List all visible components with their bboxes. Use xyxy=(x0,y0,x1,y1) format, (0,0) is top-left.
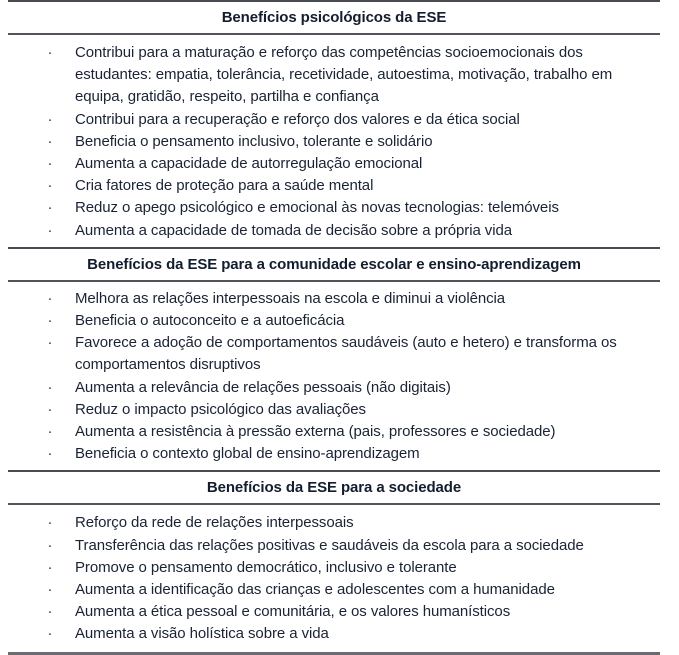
bullet-dot-icon: · xyxy=(47,378,53,396)
list-item xyxy=(8,557,660,579)
benefit-list-society xyxy=(8,505,660,651)
list-item-text: Melhora as relações interpessoais na escola e diminui a violência xyxy=(75,289,506,307)
list-item xyxy=(8,310,660,332)
bullet-dot-icon: · xyxy=(47,536,53,554)
bullet-dot-icon: · xyxy=(47,514,53,532)
list-item-text: Favorece a adoção de comportamentos saudáveis (auto e hetero) e transforma os comportamentos disruptivos xyxy=(75,334,617,374)
list-item-text: Contribui para a maturação e reforço das competências socioemocionais dos estudantes: empatia, tolerância, recetividade, autoestima, motivação, trabalho em equipa, gratidão, respeito, partilha e confiança xyxy=(75,44,613,106)
list-item xyxy=(8,42,660,109)
list-item xyxy=(8,399,660,421)
list-item-text: Aumenta a capacidade de tomada de decisão sobre a própria vida xyxy=(75,221,512,239)
list-item-text: Aumenta a resistência à pressão externa (pais, professores e sociedade) xyxy=(75,423,556,441)
section-header-psychological: Benefícios psicológicos da ESE xyxy=(221,9,447,26)
bullet-dot-icon: · xyxy=(47,312,53,330)
section-header-society: Benefícios da ESE para a sociedade xyxy=(206,479,462,497)
list-item xyxy=(8,220,660,242)
bullet-dot-icon: · xyxy=(47,132,53,150)
list-item-text: Aumenta a visão holística sobre a vida xyxy=(75,625,329,643)
list-item-text: Beneficia o autoconceito e a autoeficácia xyxy=(75,312,345,330)
bullet-dot-icon: · xyxy=(47,603,53,621)
list-item-text: Reforço da rede de relações interpessoais xyxy=(75,514,354,532)
list-item xyxy=(8,377,660,399)
bullet-dot-icon: · xyxy=(47,289,53,307)
bullet-dot-icon: · xyxy=(47,221,53,239)
bullet-dot-icon: · xyxy=(47,445,53,463)
list-item-text: Beneficia o pensamento inclusivo, tolerante e solidário xyxy=(75,132,433,150)
section-school-community-benefits xyxy=(8,247,660,471)
benefit-list-school-community xyxy=(8,282,660,471)
list-item xyxy=(8,288,660,310)
list-item-text: Reduz o apego psicológico e emocional às novas tecnologias: telemóveis xyxy=(75,199,559,217)
list-item-text: Aumenta a capacidade de autorregulação emocional xyxy=(75,155,423,173)
list-item xyxy=(8,175,660,197)
bullet-dot-icon: · xyxy=(47,400,53,418)
table-bottom-rule xyxy=(8,652,660,655)
list-item xyxy=(8,153,660,175)
list-item xyxy=(8,131,660,153)
section-psychological-benefits xyxy=(8,0,660,247)
list-item xyxy=(8,579,660,601)
section-society-benefits xyxy=(8,470,660,654)
benefit-list-psychological xyxy=(8,35,660,247)
bullet-dot-icon: · xyxy=(47,581,53,599)
list-item-text: Aumenta a ética pessoal e comunitária, e os valores humanísticos xyxy=(75,603,511,621)
bullet-dot-icon: · xyxy=(47,199,53,217)
list-item-text: Aumenta a relevância de relações pessoais (não digitais) xyxy=(75,378,451,396)
list-item xyxy=(8,535,660,557)
bullet-dot-icon: · xyxy=(47,558,53,576)
list-item-text: Promove o pensamento democrático, inclusivo e tolerante xyxy=(75,558,457,576)
list-item xyxy=(8,601,660,623)
bullet-dot-icon: · xyxy=(47,423,53,441)
bullet-dot-icon: · xyxy=(47,625,53,643)
bullet-dot-icon: · xyxy=(47,110,53,128)
list-item xyxy=(8,512,660,534)
list-item xyxy=(8,421,660,443)
list-item-text: Cria fatores de proteção para a saúde mental xyxy=(75,177,374,195)
bullet-dot-icon: · xyxy=(47,44,53,61)
list-item xyxy=(8,623,660,645)
list-item-text: Reduz o impacto psicológico das avaliações xyxy=(75,400,366,418)
section-header-school-community: Benefícios da ESE para a comunidade escolar e ensino-aprendizagem xyxy=(87,255,581,273)
bullet-dot-icon: · xyxy=(47,334,53,352)
list-item xyxy=(8,332,660,376)
list-item-text: Beneficia o contexto global de ensino-aprendizagem xyxy=(75,445,420,463)
list-item xyxy=(8,109,660,131)
list-item-text: Transferência das relações positivas e saudáveis da escola para a sociedade xyxy=(75,536,584,554)
list-item xyxy=(8,197,660,219)
list-item-text: Aumenta a identificação das crianças e adolescentes com a humanidade xyxy=(75,581,555,599)
bullet-dot-icon: · xyxy=(47,155,53,173)
list-item xyxy=(8,443,660,465)
bullet-dot-icon: · xyxy=(47,177,53,195)
list-item-text: Contribui para a recuperação e reforço dos valores e da ética social xyxy=(75,110,520,128)
